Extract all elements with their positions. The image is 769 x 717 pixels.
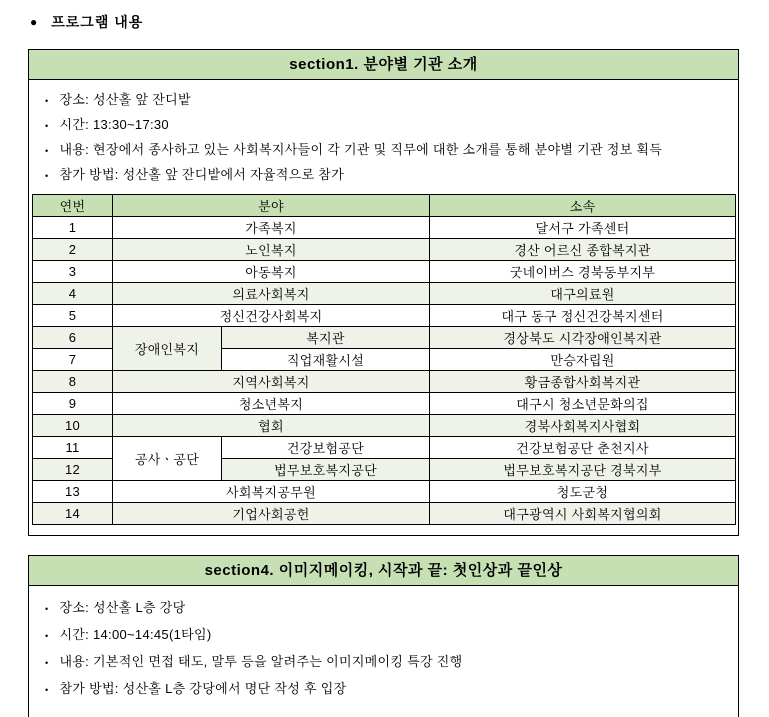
row-number-cell: 1 <box>33 217 113 239</box>
bullet-item <box>45 622 730 649</box>
section1-bullet-list <box>29 80 738 192</box>
row-org-cell: 달서구 가족센터 <box>430 217 736 239</box>
row-group-cell: 장애인복지 <box>113 327 222 371</box>
section1-title: section1. 분야별 기관 소개 <box>289 56 478 73</box>
row-org-cell: 경산 어르신 종합복지관 <box>430 239 736 261</box>
table-row <box>33 217 736 239</box>
row-org-cell: 황금종합사회복지관 <box>430 371 736 393</box>
bullet-dot-icon: • <box>45 631 49 641</box>
bullet-item <box>45 595 730 622</box>
row-number-cell: 3 <box>33 261 113 283</box>
row-org-cell: 만승자립원 <box>430 349 736 371</box>
section4-header <box>29 556 738 586</box>
col-header-no: 연번 <box>33 195 113 217</box>
row-field-cell: 건강보험공단 <box>222 437 430 459</box>
section4-bullet-list <box>29 586 738 717</box>
bullet-dot-icon: • <box>45 685 49 695</box>
col-header-field: 분야 <box>113 195 430 217</box>
bullet-dot-icon: • <box>45 146 49 156</box>
row-org-cell: 건강보험공단 춘천지사 <box>430 437 736 459</box>
row-org-cell: 청도군청 <box>430 481 736 503</box>
bullet-item <box>45 163 730 188</box>
page-title: 프로그램 내용 <box>51 14 144 30</box>
bullet-text: 참가 방법: 성산홀 앞 잔디밭에서 자율적으로 참가 <box>59 167 344 182</box>
table-row <box>33 503 736 525</box>
table-row <box>33 327 736 349</box>
bullet-item <box>45 113 730 138</box>
row-field-cell: 정신건강사회복지 <box>113 305 430 327</box>
row-field-cell: 청소년복지 <box>113 393 430 415</box>
row-org-cell: 대구의료원 <box>430 283 736 305</box>
row-number-cell: 5 <box>33 305 113 327</box>
row-field-cell: 협회 <box>113 415 430 437</box>
row-number-cell: 14 <box>33 503 113 525</box>
filled-circle-bullet-icon: ● <box>30 15 39 29</box>
row-number-cell: 13 <box>33 481 113 503</box>
bullet-text: 장소: 성산홀 앞 잔디밭 <box>59 92 191 107</box>
bullet-item <box>45 88 730 113</box>
row-org-cell: 대구 동구 정신건강복지센터 <box>430 305 736 327</box>
bullet-text: 시간: 14:00~14:45(1타임) <box>59 627 212 642</box>
row-field-cell: 기업사회공헌 <box>113 503 430 525</box>
row-number-cell: 11 <box>33 437 113 459</box>
bullet-item <box>45 676 730 703</box>
row-number-cell: 7 <box>33 349 113 371</box>
row-org-cell: 대구시 청소년문화의집 <box>430 393 736 415</box>
bullet-text: 내용: 기본적인 면접 태도, 말투 등을 알려주는 이미지메이킹 특강 진행 <box>59 654 463 669</box>
row-number-cell: 4 <box>33 283 113 305</box>
row-number-cell: 9 <box>33 393 113 415</box>
page-heading <box>30 12 769 32</box>
row-number-cell: 8 <box>33 371 113 393</box>
row-field-cell: 지역사회복지 <box>113 371 430 393</box>
table-row <box>33 481 736 503</box>
row-field-cell: 노인복지 <box>113 239 430 261</box>
row-field-cell: 의료사회복지 <box>113 283 430 305</box>
bullet-dot-icon: • <box>45 121 49 131</box>
row-number-cell: 12 <box>33 459 113 481</box>
section1-header <box>29 50 738 80</box>
row-number-cell: 6 <box>33 327 113 349</box>
table-row <box>33 437 736 459</box>
table-row <box>33 393 736 415</box>
bullet-dot-icon: • <box>45 604 49 614</box>
bullet-dot-icon: • <box>45 171 49 181</box>
row-number-cell: 2 <box>33 239 113 261</box>
table-row <box>33 283 736 305</box>
row-org-cell: 경북사회복지사협회 <box>430 415 736 437</box>
table-row <box>33 371 736 393</box>
bullet-dot-icon: • <box>45 658 49 668</box>
col-header-org: 소속 <box>430 195 736 217</box>
row-number-cell: 10 <box>33 415 113 437</box>
row-field-cell: 가족복지 <box>113 217 430 239</box>
bullet-text: 장소: 성산홀 L층 강당 <box>59 600 186 615</box>
row-org-cell: 굿네이버스 경북동부지부 <box>430 261 736 283</box>
table-row <box>33 415 736 437</box>
section1-box <box>28 49 739 536</box>
table-row <box>33 261 736 283</box>
bullet-dot-icon: • <box>45 96 49 106</box>
bullet-text: 참가 방법: 성산홀 L층 강당에서 명단 작성 후 입장 <box>59 681 347 696</box>
section4-box <box>28 555 739 717</box>
row-field-cell: 법무보호복지공단 <box>222 459 430 481</box>
row-group-cell: 공사ㆍ공단 <box>113 437 222 481</box>
section4-title: section4. 이미지메이킹, 시작과 끝: 첫인상과 끝인상 <box>204 562 563 579</box>
row-field-cell: 직업재활시설 <box>222 349 430 371</box>
row-org-cell: 법무보호복지공단 경북지부 <box>430 459 736 481</box>
table-row <box>33 305 736 327</box>
bullet-item <box>45 649 730 676</box>
table-header-row <box>33 195 736 217</box>
bullet-text: 시간: 13:30~17:30 <box>59 117 169 132</box>
section1-org-table <box>32 194 736 525</box>
table-row <box>33 239 736 261</box>
bullet-item <box>45 138 730 163</box>
row-org-cell: 경상북도 시각장애인복지관 <box>430 327 736 349</box>
row-org-cell: 대구광역시 사회복지협의회 <box>430 503 736 525</box>
row-field-cell: 사회복지공무원 <box>113 481 430 503</box>
row-field-cell: 아동복지 <box>113 261 430 283</box>
bullet-text: 내용: 현장에서 종사하고 있는 사회복지사들이 각 기관 및 직무에 대한 소개를 통해 분야별 기관 정보 획득 <box>59 142 663 157</box>
row-field-cell: 복지관 <box>222 327 430 349</box>
